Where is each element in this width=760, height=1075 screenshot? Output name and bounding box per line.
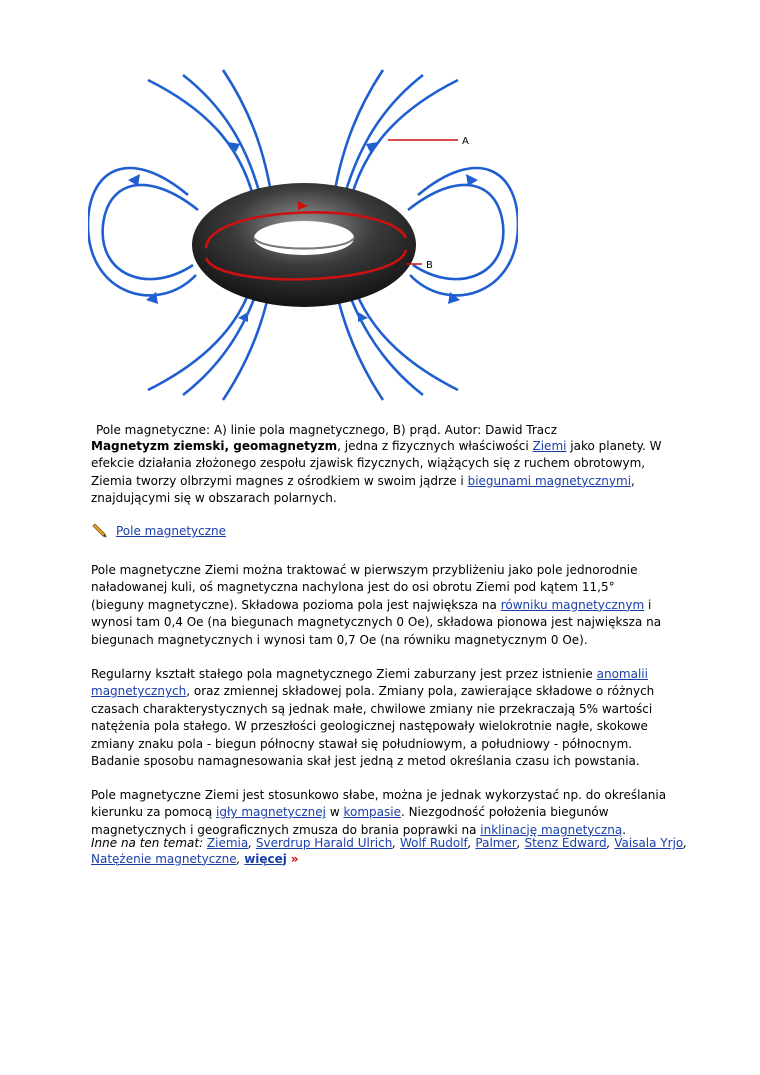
separator: , bbox=[467, 836, 476, 850]
paragraph-3 bbox=[91, 787, 671, 839]
see-also-link[interactable]: Sverdrup Harald Ulrich bbox=[255, 836, 393, 850]
see-also-link[interactable]: Wolf Rudolf bbox=[399, 836, 468, 850]
more-arrow-icon[interactable]: » bbox=[290, 851, 299, 866]
intro-text-1: , jedna z fizycznych właściwości bbox=[337, 439, 533, 453]
intro-text-3: , znajdującymi się w obszarach polarnych. bbox=[91, 473, 635, 506]
more-link[interactable]: więcej bbox=[244, 851, 287, 866]
separator: , bbox=[606, 836, 615, 850]
separator: , bbox=[248, 836, 256, 850]
p3-text-2: w bbox=[326, 805, 344, 820]
see-also bbox=[91, 836, 691, 867]
see-also-label: Inne na ten temat: bbox=[91, 836, 207, 850]
intro-text-2: jako planety. W efekcie działania złożonego zespołu zjawisk fizycznych, wiążących się z ruchem obrotowym, Ziemia tworzy olbrzymi magnes z ośrodkiem w swoim jądrze i bbox=[91, 439, 662, 488]
p1-text-1: Pole magnetyczne Ziemi można traktować w pierwszym przybliżeniu jako pole jednorodnie naładowanej kuli, oś magnetyczna nachylona jest do osi obrotu Ziemi pod kątem 11,5° (bieguny magnetyczne). Składowa pozioma pola jest największa na bbox=[91, 563, 638, 612]
separator: , bbox=[683, 836, 688, 850]
figure-caption: Pole magnetyczne: A) linie pola magnetycznego, B) prąd. Autor: Dawid Tracz bbox=[96, 423, 558, 437]
p3-text-3: . Niezgodność położenia biegunów magnetycznych i geograficznych zmusza do brania poprawki na bbox=[91, 805, 609, 837]
torus bbox=[192, 183, 416, 307]
magnetic-field-figure bbox=[88, 60, 518, 405]
p2-text-1: Regularny kształt stałego pola magnetycznego Ziemi zaburzany jest przez istnienie bbox=[91, 667, 597, 681]
link-anomalii-magnetycznych[interactable]: anomalii magnetycznych bbox=[91, 667, 648, 699]
link-igly-magnetycznej[interactable]: igły magnetycznej bbox=[216, 805, 326, 820]
separator: , bbox=[236, 851, 245, 866]
p3-text-4: . bbox=[622, 822, 627, 837]
separator: , bbox=[516, 836, 525, 850]
link-ziemi[interactable]: Ziemi bbox=[532, 439, 567, 453]
paragraph-2 bbox=[91, 666, 671, 770]
see-also-link[interactable]: Stenz Edward bbox=[524, 836, 607, 850]
pencil-icon bbox=[92, 522, 108, 538]
separator: , bbox=[392, 836, 400, 850]
link-biegunami-magnetycznymi[interactable]: biegunami magnetycznymi bbox=[467, 473, 632, 488]
see-also-link[interactable]: Palmer bbox=[475, 836, 517, 850]
see-also-link[interactable]: Ziemia bbox=[206, 836, 249, 850]
see-also-link[interactable]: Vaisala Yrjo bbox=[614, 836, 684, 850]
link-kompasie[interactable]: kompasie bbox=[343, 805, 401, 820]
link-pole-magnetyczne[interactable]: Pole magnetyczne bbox=[116, 524, 227, 538]
label-b: B bbox=[426, 260, 433, 271]
p1-text-2: i wynosi tam 0,4 Oe (na biegunach magnetycznych 0 Oe), składowa pionowa jest największa na biegunach magnetycznych i wynosi tam 0,7 Oe (na równiku magnetycznym 0 Oe). bbox=[91, 597, 662, 647]
paragraph-1 bbox=[91, 562, 671, 649]
see-also-link[interactable]: Natężenie magnetyczne bbox=[91, 851, 237, 866]
link-rowniku-magnetycznym[interactable]: równiku magnetycznym bbox=[500, 597, 645, 612]
intro-paragraph bbox=[91, 438, 671, 508]
section-link[interactable] bbox=[92, 522, 226, 540]
label-a: A bbox=[462, 136, 469, 147]
link-inklinacje-magnetyczna[interactable]: inklinację magnetyczną bbox=[480, 822, 623, 837]
p3-text-1: Pole magnetyczne Ziemi jest stosunkowo słabe, można je jednak wykorzystać np. do określania kierunku za pomocą bbox=[91, 788, 667, 820]
p2-text-2: , oraz zmiennej składowej pola. Zmiany pola, zawierające składowe o różnych czasach charakterystycznych są jednak małe, chwilowe zmiany nie przekraczają 5% wartości natężenia pola stałego. W przeszłości geologicznej następowały wielokrotnie nagłe, skokowe zmiany znaku pola - biegun północny stawał się południowym, a południowy - północnym. Badanie sposobu namagnesowania skał jest jedną z metod określania czasu ich powstania. bbox=[91, 684, 655, 769]
intro-term: Magnetyzm ziemski, geomagnetyzm bbox=[91, 439, 338, 453]
